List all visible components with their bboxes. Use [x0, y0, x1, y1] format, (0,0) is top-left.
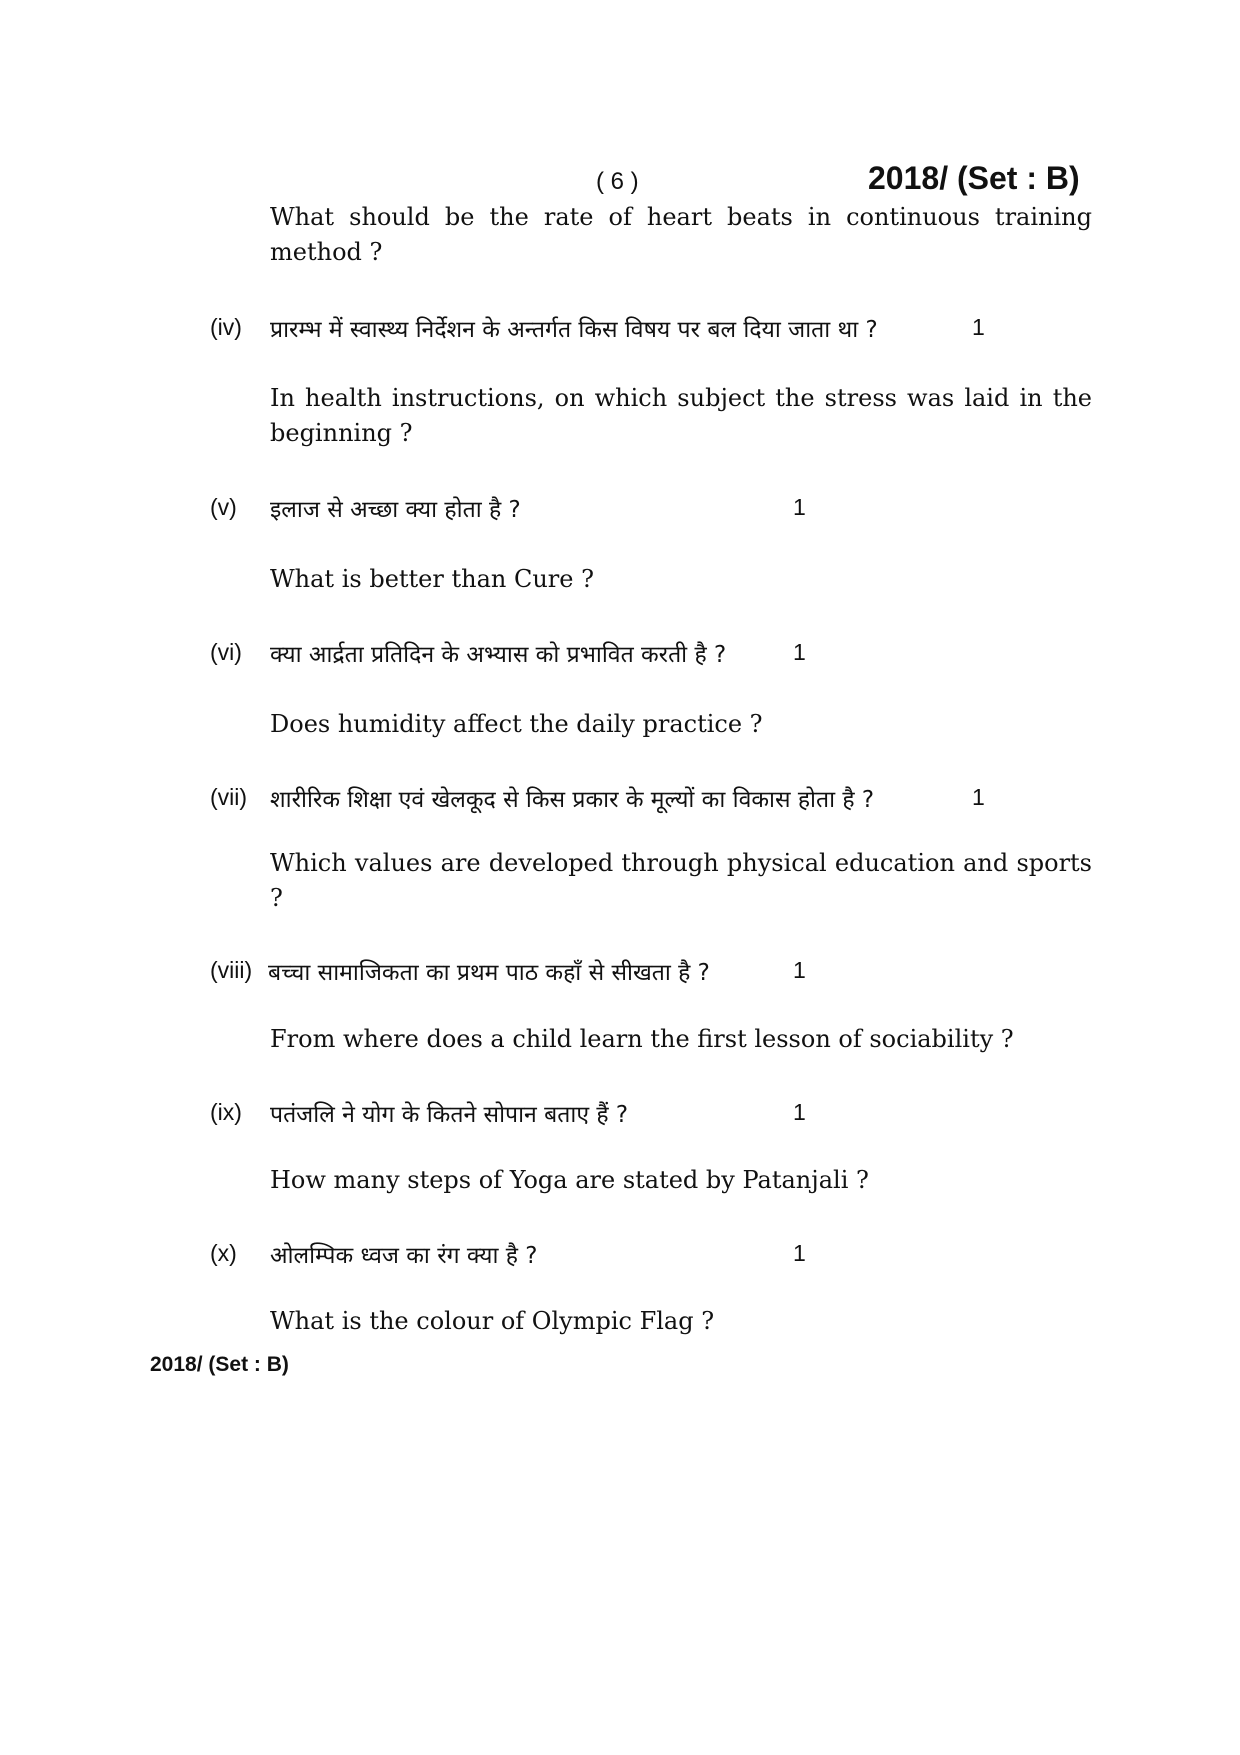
page-number: ( 6 ) [596, 168, 639, 195]
question-english: How many steps of Yoga are stated by Patanjali ? [270, 1166, 869, 1194]
question-hindi: ओलम्पिक ध्वज का रंग क्या है ? [270, 1243, 538, 1269]
question-hindi: शारीरिक शिक्षा एवं खेलकूद से किस प्रकार के मूल्यों का विकास होता है ? [270, 787, 875, 813]
set-label-footer: 2018/ (Set : B) [150, 1353, 289, 1376]
question-marks: 1 [793, 1099, 806, 1125]
question-english: Does humidity affect the daily practice ? [270, 710, 763, 738]
question-number: (v) [210, 494, 237, 520]
question-english: What is the colour of Olympic Flag ? [270, 1307, 715, 1335]
question-number: (x) [210, 1240, 237, 1266]
question-marks: 1 [972, 784, 985, 810]
question-hindi: इलाज से अच्छा क्या होता है ? [270, 497, 521, 523]
question-marks: 1 [793, 639, 806, 665]
question-marks: 1 [793, 494, 806, 520]
question-english: In health instructions, on which subject the stress was laid in the beginning ? [270, 384, 1092, 447]
question-number: (viii) [210, 957, 253, 983]
question-hindi: पतंजलि ने योग के कितने सोपान बताए हैं ? [270, 1102, 629, 1128]
question-number: (ix) [210, 1099, 242, 1125]
question-english: From where does a child learn the first lesson of sociability ? [270, 1025, 1014, 1053]
question-english: Which values are developed through physical education and sports ? [270, 849, 1092, 912]
question-marks: 1 [793, 957, 806, 983]
question-number: (vii) [210, 784, 248, 810]
continuation-question-text: What should be the rate of heart beats in continuous training method ? [270, 203, 1092, 266]
question-hindi: क्या आर्द्रता प्रतिदिन के अभ्यास को प्रभावित करती है ? [270, 642, 727, 668]
question-number: (iv) [210, 314, 242, 340]
question-hindi: बच्चा सामाजिकता का प्रथम पाठ कहाँ से सीखता है ? [268, 960, 710, 986]
question-marks: 1 [793, 1240, 806, 1266]
question-marks: 1 [972, 314, 985, 340]
question-english: What is better than Cure ? [270, 565, 594, 593]
question-hindi: प्रारम्भ में स्वास्थ्य निर्देशन के अन्तर्गत किस विषय पर बल दिया जाता था ? [270, 317, 878, 343]
set-label-header: 2018/ (Set : B) [868, 160, 1080, 196]
question-number: (vi) [210, 639, 242, 665]
